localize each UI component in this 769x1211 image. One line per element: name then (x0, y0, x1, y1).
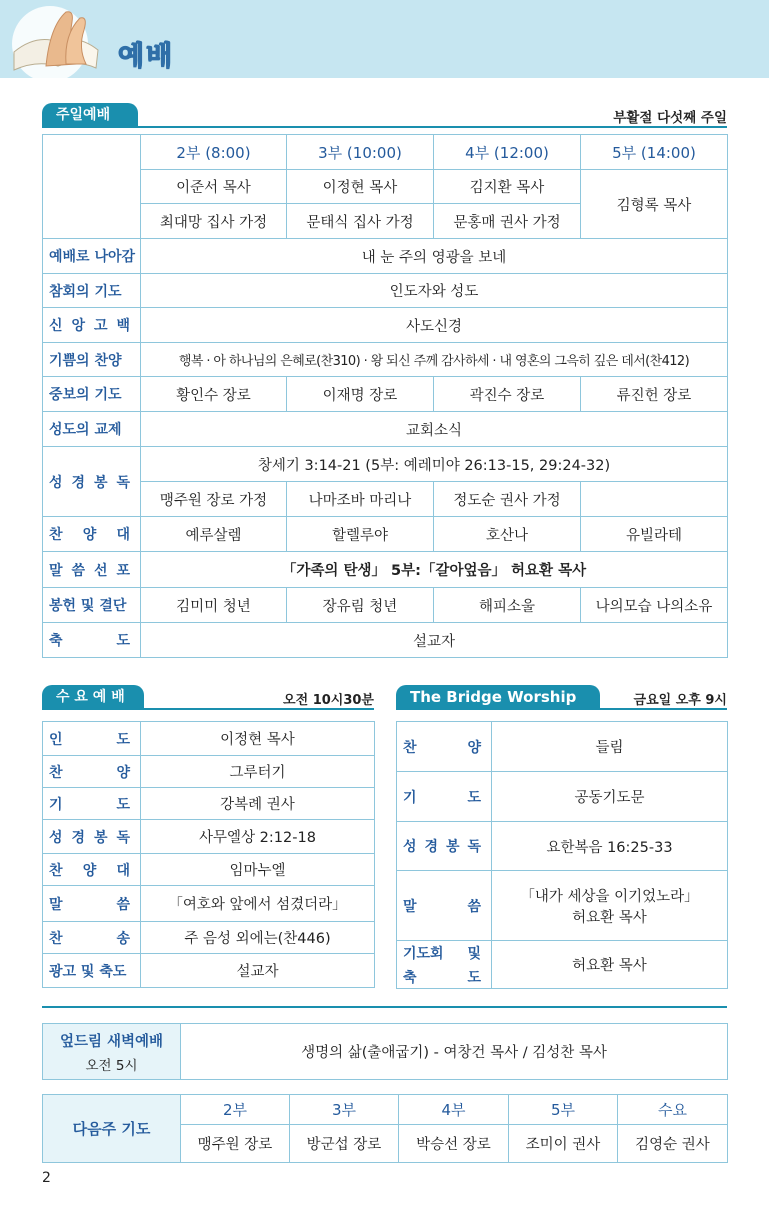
row-value: 주 음성 외에는(찬446) (141, 922, 375, 954)
row-value: 강복례 권사 (141, 788, 375, 820)
dawn-service-table (42, 1023, 728, 1080)
offering-cell: 나의모습 나의소유 (581, 588, 728, 623)
row-value: 공동기도문 (492, 772, 728, 822)
row-label: 기도회 및 축 도 (397, 941, 492, 989)
row-value (492, 871, 728, 941)
leader-cell: 이준서 목사 (141, 170, 287, 204)
praying-hands-icon (6, 4, 110, 78)
row-value: 「여호와 앞에서 섬겼더라」 (141, 886, 375, 922)
row-label: 광고 및 축도 (43, 954, 141, 988)
row-label: 찬 송 (43, 922, 141, 954)
creed-value: 사도신경 (141, 308, 728, 343)
leader-cell: 이정현 목사 (287, 170, 434, 204)
family-cell: 문홍매 권사 가정 (434, 204, 581, 239)
section-label-bridge: The Bridge Worship (396, 685, 600, 709)
reading-passage: 창세기 3:14-21 (5부: 예레미야 26:13-15, 29:24-32) (141, 447, 728, 482)
fellowship-value: 교회소식 (141, 412, 728, 447)
row-label-confession: 참회의 기도 (43, 274, 141, 308)
row-label: 성 경 봉 독 (43, 820, 141, 854)
slot-header: 2부 (8:00) (141, 135, 287, 170)
row-value: 임마누엘 (141, 854, 375, 886)
row-value: 사무엘상 2:12-18 (141, 820, 375, 854)
row-label-praise: 기쁨의 찬양 (43, 343, 141, 377)
leader-cell: 김형록 목사 (581, 170, 728, 239)
row-label-creed: 신 앙 고 백 (43, 308, 141, 343)
section-rule (42, 708, 374, 710)
prayer-name: 방군섭 장로 (290, 1125, 399, 1163)
row-value: 이정현 목사 (141, 722, 375, 756)
slot-header: 5부 (14:00) (581, 135, 728, 170)
sermon-preacher: 허요환 목사 (572, 909, 647, 926)
reading-cell (581, 482, 728, 517)
page-title: 예배 (118, 41, 175, 72)
sunday-service-table (42, 134, 728, 658)
intercession-cell: 곽진수 장로 (434, 377, 581, 412)
leader-cell: 김지환 목사 (434, 170, 581, 204)
prayer-name: 박승선 장로 (399, 1125, 509, 1163)
row-label: 찬 양 (397, 722, 492, 772)
row-label: 인 도 (43, 722, 141, 756)
bridge-note: 금요일 오후 9시 (633, 693, 727, 708)
prayer-name: 맹주원 장로 (181, 1125, 290, 1163)
reading-cell: 정도순 권사 가정 (434, 482, 581, 517)
corner-cell (43, 135, 141, 239)
section-rule (396, 708, 727, 710)
next-prayer-table (42, 1094, 728, 1163)
benediction-value: 설교자 (141, 623, 728, 658)
dawn-label: 엎드림 새벽예배 (59, 1033, 164, 1050)
section-rule (42, 126, 727, 128)
prayer-slot: 3부 (290, 1095, 399, 1125)
intercession-cell: 류진헌 장로 (581, 377, 728, 412)
row-label-offering: 봉헌 및 결단 (43, 588, 141, 623)
wednesday-service-table (42, 721, 375, 988)
row-label-choir: 찬 양 대 (43, 517, 141, 552)
choir-cell: 할렐루야 (287, 517, 434, 552)
slot-header: 3부 (10:00) (287, 135, 434, 170)
slot-header: 4부 (12:00) (434, 135, 581, 170)
bridge-worship-table (396, 721, 728, 989)
wednesday-note: 오전 10시30분 (283, 693, 374, 708)
row-value: 들림 (492, 722, 728, 772)
intercession-cell: 황인수 장로 (141, 377, 287, 412)
row-label: 기 도 (397, 772, 492, 822)
prayer-name: 조미이 권사 (509, 1125, 618, 1163)
sermon-value: 「가족의 탄생」 5부:「갈아엎음」 허요환 목사 (141, 552, 728, 588)
row-label: 성 경 봉 독 (397, 822, 492, 871)
confession-value: 인도자와 성도 (141, 274, 728, 308)
section-label-sunday: 주일예배 (42, 103, 138, 127)
row-value: 설교자 (141, 954, 375, 988)
prayer-slot: 4부 (399, 1095, 509, 1125)
row-label: 기 도 (43, 788, 141, 820)
row-label-sermon: 말 씀 선 포 (43, 552, 141, 588)
row-label: 찬 양 (43, 756, 141, 788)
row-label-intercession: 중보의 기도 (43, 377, 141, 412)
prayer-slot: 2부 (181, 1095, 290, 1125)
page-header (0, 0, 769, 78)
section-divider (42, 1006, 727, 1008)
prayer-name: 김영순 권사 (618, 1125, 728, 1163)
praise-value: 행복 · 아 하나님의 은혜로(찬310) · 왕 되신 주께 감사하세 · 내 영혼의 그윽히 깊은 데서(찬412) (141, 343, 728, 377)
entrance-value: 내 눈 주의 영광을 보네 (141, 239, 728, 274)
dawn-label-cell (43, 1024, 181, 1080)
reading-cell: 나마조바 마리나 (287, 482, 434, 517)
page-number: 2 (42, 1170, 51, 1186)
section-label-wednesday: 수 요 예 배 (42, 685, 144, 709)
offering-cell: 해피소울 (434, 588, 581, 623)
offering-cell: 장유림 청년 (287, 588, 434, 623)
row-label: 말 씀 (43, 886, 141, 922)
family-cell: 문태식 집사 가정 (287, 204, 434, 239)
choir-cell: 호산나 (434, 517, 581, 552)
sermon-title: 「내가 세상을 이기었노라」 (520, 888, 699, 905)
prayer-slot: 수요 (618, 1095, 728, 1125)
row-label-fellowship: 성도의 교제 (43, 412, 141, 447)
row-label-benediction: 축 도 (43, 623, 141, 658)
choir-cell: 유빌라테 (581, 517, 728, 552)
reading-cell: 맹주원 장로 가정 (141, 482, 287, 517)
row-label: 찬 양 대 (43, 854, 141, 886)
family-cell: 최대망 집사 가정 (141, 204, 287, 239)
row-label-entrance: 예배로 나아감 (43, 239, 141, 274)
row-value: 허요환 목사 (492, 941, 728, 989)
offering-cell: 김미미 청년 (141, 588, 287, 623)
prayer-slot: 5부 (509, 1095, 618, 1125)
row-label: 말 씀 (397, 871, 492, 941)
dawn-time: 오전 5시 (85, 1057, 138, 1074)
row-value: 요한복음 16:25-33 (492, 822, 728, 871)
intercession-cell: 이재명 장로 (287, 377, 434, 412)
row-value: 그루터기 (141, 756, 375, 788)
row-label-reading: 성 경 봉 독 (43, 447, 141, 517)
choir-cell: 예루살렘 (141, 517, 287, 552)
sunday-note: 부활절 다섯째 주일 (613, 110, 727, 126)
next-prayer-label: 다음주 기도 (43, 1095, 181, 1163)
dawn-value: 생명의 삶(출애굽기) - 여창건 목사 / 김성찬 목사 (181, 1024, 728, 1080)
